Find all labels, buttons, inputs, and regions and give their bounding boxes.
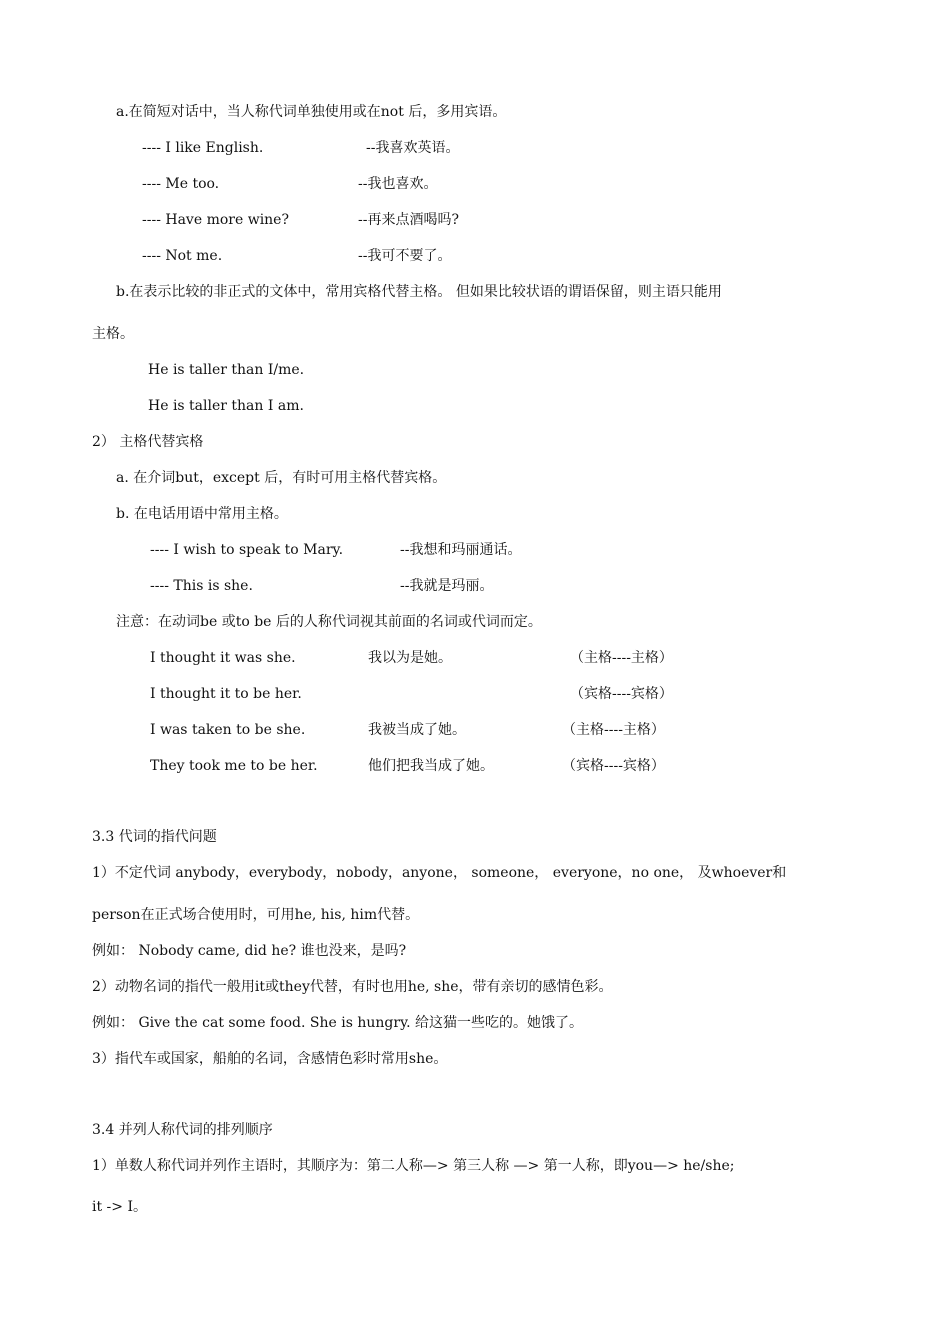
example-row-2-en: I thought it to be her. [150, 686, 302, 702]
section-heading-3-4: 3.4 并列人称代词的排列顺序 [92, 1122, 273, 1138]
dialogue-line-1-en: ---- I like English. [142, 140, 264, 156]
rule-a-object-case: a.在简短对话中，当人称代词单独使用或在not 后，多用宾语。 [116, 104, 507, 120]
example-taller-2: He is taller than I am. [148, 398, 304, 414]
telephone-line-1-en: ---- I wish to speak to Mary. [150, 542, 344, 558]
dialogue-line-4-en: ---- Not me. [142, 248, 223, 264]
dialogue-line-3-zh: --再来点酒喝吗? [358, 212, 459, 228]
paragraph-animal-nouns: 2）动物名词的指代一般用it或they代替，有时也用he, she，带有亲切的感情色彩。 [92, 979, 613, 995]
dialogue-line-4-zh: --我可不要了。 [358, 248, 452, 264]
paragraph-order-singular: 1）单数人称代词并列作主语时，其顺序为：第二人称—> 第三人称 —> 第一人称，即you—> he/she; [92, 1158, 735, 1174]
paragraph-vehicles-countries: 3）指代车或国家，船舶的名词，含感情色彩时常用she。 [92, 1051, 448, 1067]
dialogue-line-1-zh: --我喜欢英语。 [366, 140, 460, 156]
example-row-3-en: I was taken to be she. [150, 722, 306, 738]
example-row-4-case: （宾格----宾格） [562, 758, 665, 774]
telephone-line-1-zh: --我想和玛丽通话。 [400, 542, 522, 558]
example-row-1-case: （主格----主格） [570, 650, 673, 666]
telephone-line-2-en: ---- This is she. [150, 578, 253, 594]
example-row-1-zh: 我以为是她。 [368, 650, 452, 666]
example-row-4-zh: 他们把我当成了她。 [368, 758, 494, 774]
dialogue-line-3-en: ---- Have more wine? [142, 212, 289, 228]
rule-telephone: b. 在电话用语中常用主格。 [116, 506, 288, 522]
example-row-3-zh: 我被当成了她。 [368, 722, 466, 738]
rule-b-comparison: b.在表示比较的非正式的文体中，常用宾格代替主格。 但如果比较状语的谓语保留，则主语只能用 [116, 284, 722, 300]
paragraph-indefinite-pronouns: 1）不定代词 anybody，everybody，nobody，anyone， someone， everyone，no one， 及whoever和 [92, 865, 787, 881]
example-row-4-en: They took me to be her. [150, 758, 318, 774]
example-row-2-case: （宾格----宾格） [570, 686, 673, 702]
paragraph-order-singular-cont: it -> I。 [92, 1199, 147, 1215]
section-heading-subject-for-object: 2） 主格代替宾格 [92, 434, 204, 450]
dialogue-line-2-en: ---- Me too. [142, 176, 220, 192]
example-cat: 例如： Give the cat some food. She is hungry. 给这猫一些吃的。她饿了。 [92, 1015, 584, 1031]
dialogue-line-2-zh: --我也喜欢。 [358, 176, 438, 192]
example-row-1-en: I thought it was she. [150, 650, 296, 666]
section-heading-3-3: 3.3 代词的指代问题 [92, 829, 217, 845]
rule-preposition: a. 在介词but，except 后，有时可用主格代替宾格。 [116, 470, 447, 486]
note-to-be: 注意：在动词be 或to be 后的人称代词视其前面的名词或代词而定。 [116, 614, 542, 630]
paragraph-indefinite-pronouns-cont: person在正式场合使用时，可用he, his, him代替。 [92, 907, 420, 923]
example-nobody: 例如： Nobody came, did he? 谁也没来，是吗? [92, 943, 407, 959]
example-taller-1: He is taller than I/me. [148, 362, 305, 378]
telephone-line-2-zh: --我就是玛丽。 [400, 578, 494, 594]
rule-b-comparison-cont: 主格。 [92, 326, 134, 342]
example-row-3-case: （主格----主格） [562, 722, 665, 738]
